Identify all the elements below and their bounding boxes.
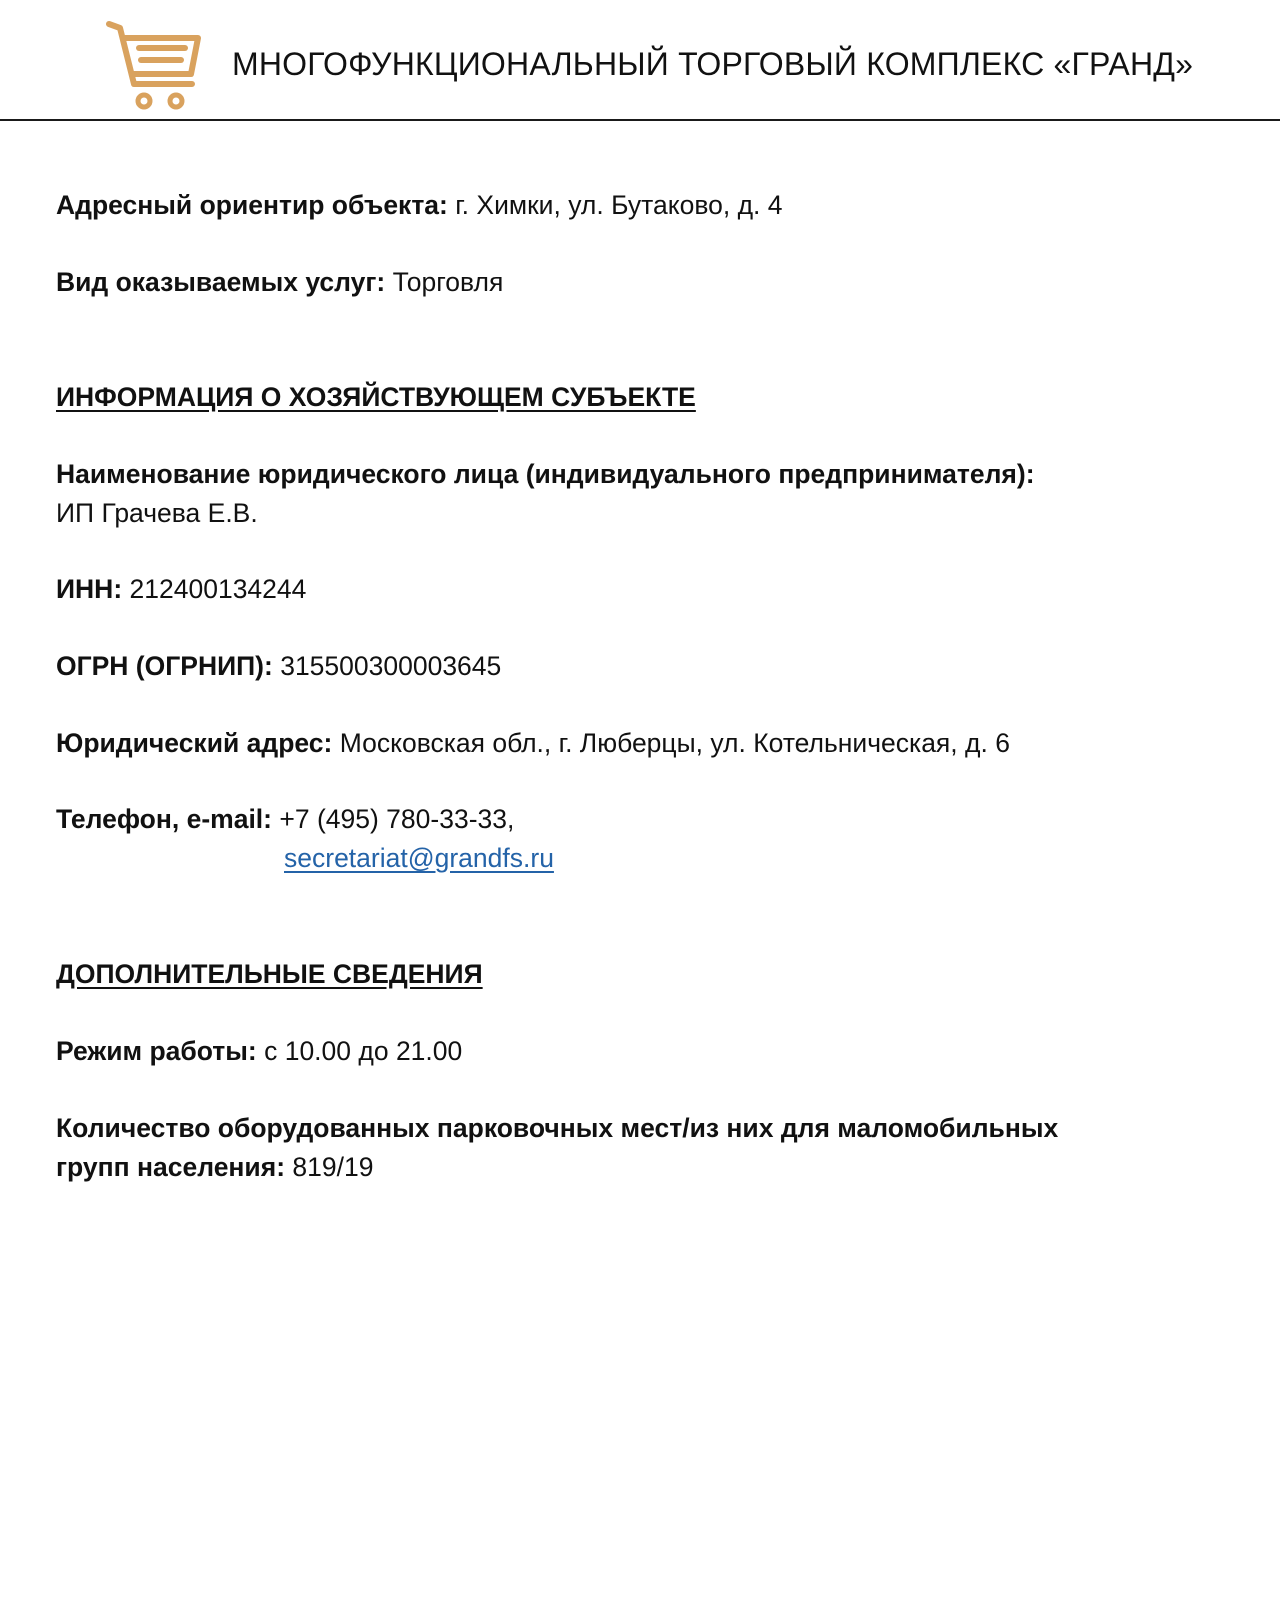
entity-name-value-line	[56, 494, 258, 532]
entity-name-label-line	[56, 455, 1035, 493]
header-title: МНОГОФУНКЦИОНАЛЬНЫЙ ТОРГОВЫЙ КОМПЛЕКС «ГРАНД»	[232, 46, 1194, 82]
parking-label-line2	[56, 1148, 373, 1186]
ogrn-value: 315500300003645	[280, 651, 502, 681]
working-hours-value: с 10.00 до 21.00	[264, 1036, 463, 1066]
ogrn-label: ОГРН (ОГРНИП):	[56, 651, 273, 681]
services-type-label: Вид оказываемых услуг:	[56, 267, 386, 297]
page-header	[0, 0, 1280, 122]
section-title-subject: ИНФОРМАЦИЯ О ХОЗЯЙСТВУЮЩЕМ СУБЪЕКТЕ	[56, 382, 696, 412]
phone-value: +7 (495) 780-33-33,	[279, 804, 515, 834]
parking-value: 819/19	[292, 1152, 374, 1182]
shopping-cart-icon	[106, 20, 204, 112]
ogrn	[56, 647, 501, 685]
object-address-label: Адресный ориентир объекта:	[56, 190, 448, 220]
legal-address-label: Юридический адрес:	[56, 728, 333, 758]
entity-name-label: Наименование юридического лица (индивидуального предпринимателя):	[56, 459, 1035, 489]
legal-address	[56, 724, 1010, 762]
services-type	[56, 263, 503, 301]
contacts	[56, 800, 514, 838]
inn-label: ИНН:	[56, 574, 123, 604]
email-link[interactable]: secretariat@grandfs.ru	[284, 843, 554, 873]
inn	[56, 570, 306, 608]
object-address	[56, 186, 783, 224]
legal-address-value: Московская обл., г. Люберцы, ул. Котельническая, д. 6	[339, 728, 1010, 758]
header-divider	[0, 119, 1280, 121]
email-line	[284, 839, 554, 877]
object-address-value: г. Химки, ул. Бутаково, д. 4	[455, 190, 783, 220]
working-hours-label: Режим работы:	[56, 1036, 257, 1066]
parking-label-line1	[56, 1109, 1058, 1147]
services-type-value: Торговля	[392, 267, 504, 297]
contacts-label: Телефон, e-mail:	[56, 804, 272, 834]
inn-value: 212400134244	[129, 574, 307, 604]
parking-label-part2: групп населения:	[56, 1152, 286, 1182]
entity-name-value: ИП Грачева Е.В.	[56, 498, 258, 528]
working-hours	[56, 1032, 462, 1070]
section-title-additional: ДОПОЛНИТЕЛЬНЫЕ СВЕДЕНИЯ	[56, 959, 483, 989]
parking-label-part1: Количество оборудованных парковочных мест/из них для маломобильных	[56, 1113, 1059, 1143]
